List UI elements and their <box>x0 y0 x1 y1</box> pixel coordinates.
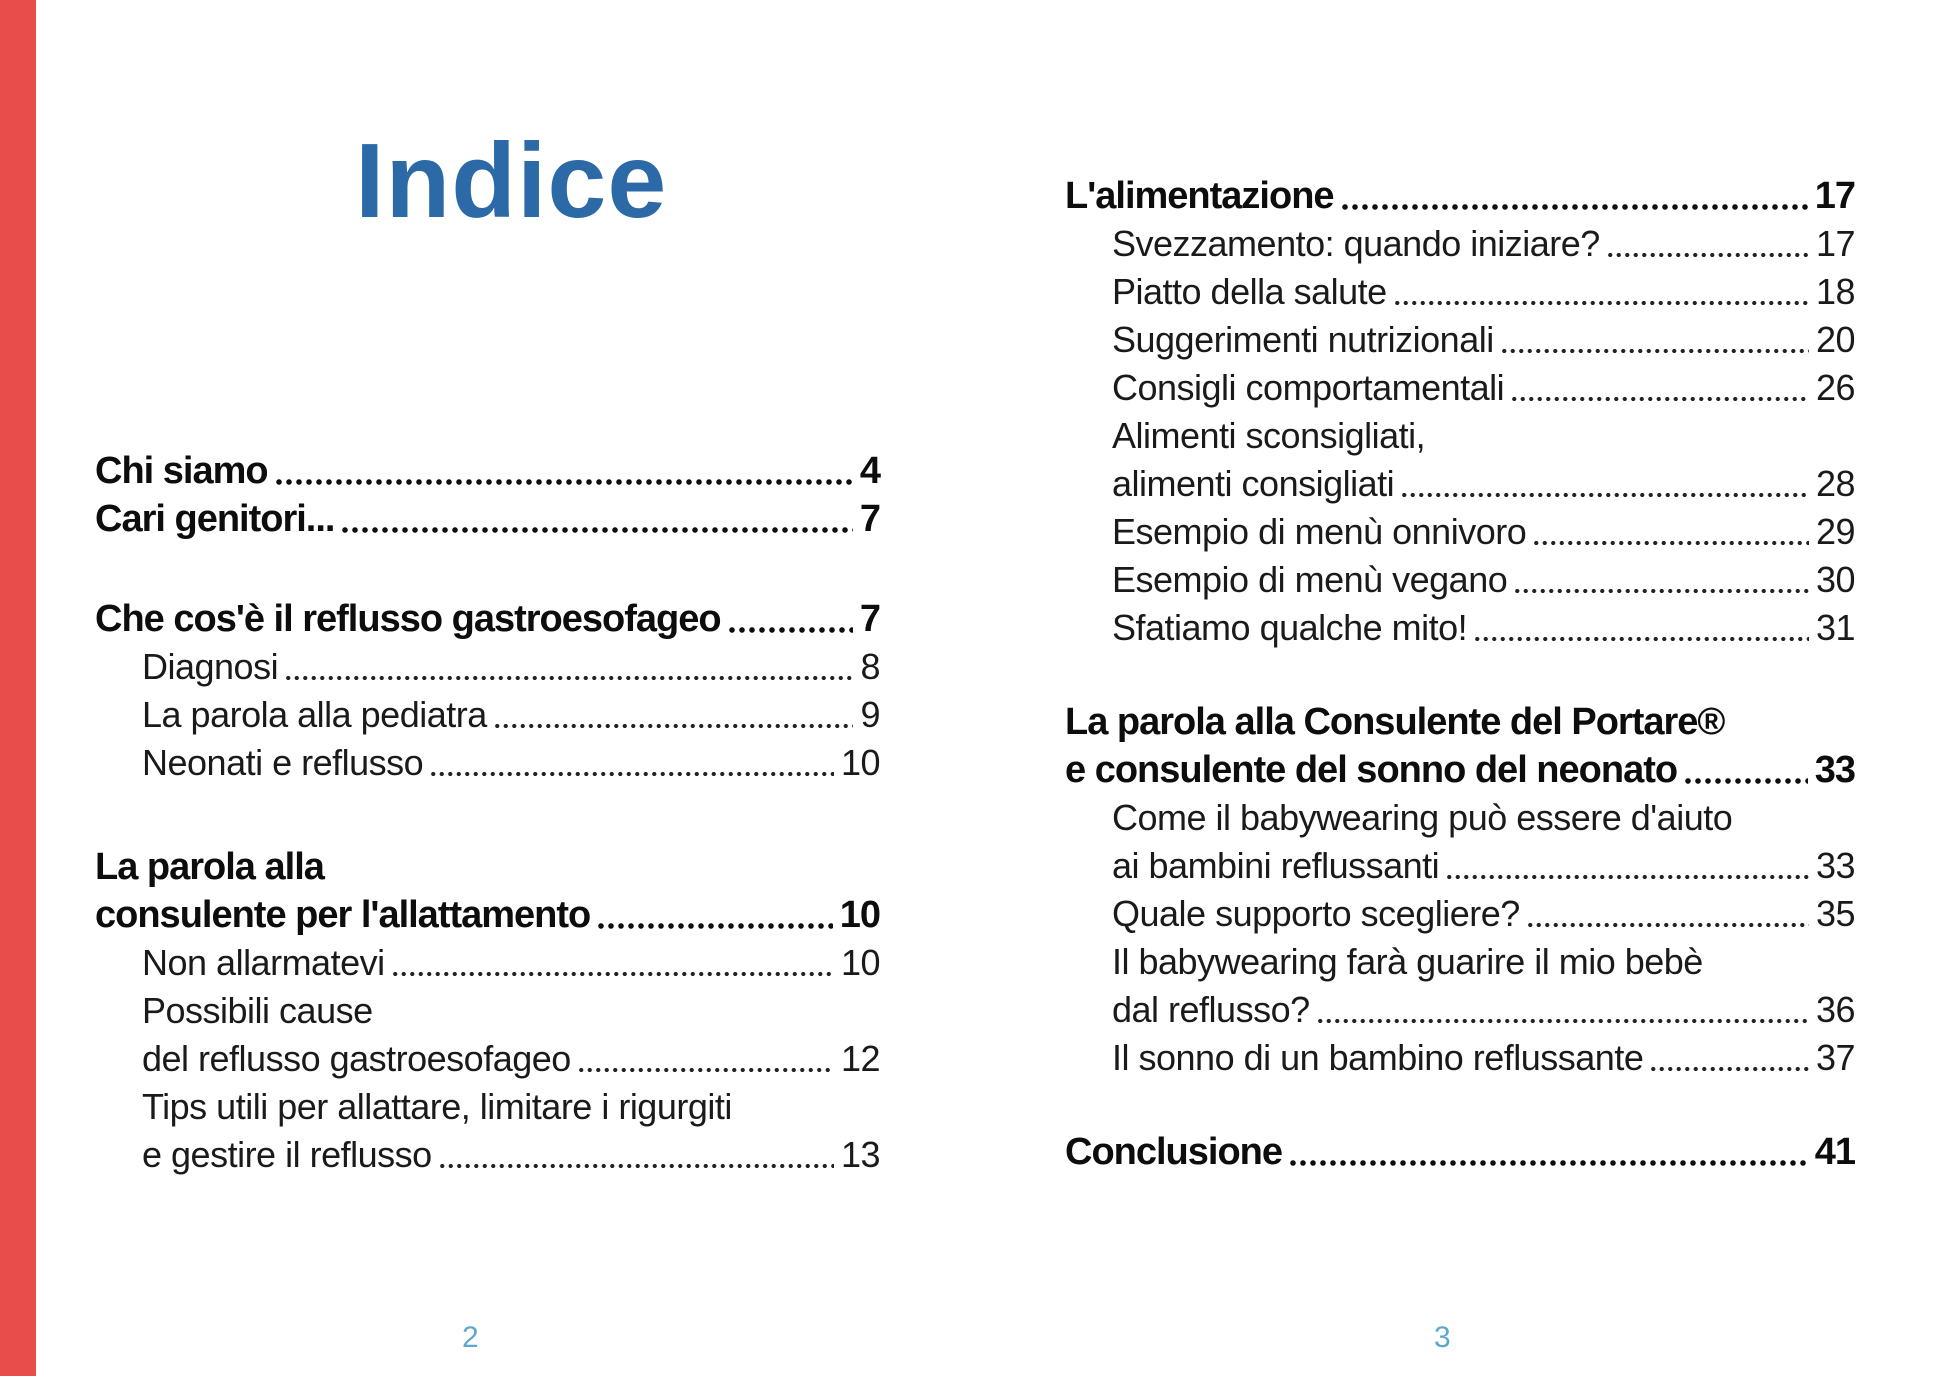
dot-leader <box>1340 201 1808 213</box>
toc-line <box>1065 938 1855 986</box>
dot-leader <box>1510 393 1809 405</box>
page-spine-red-strip <box>0 0 36 1376</box>
toc-entry-label: e consulente del sonno del neonato <box>1065 749 1678 791</box>
toc-line <box>1065 508 1855 556</box>
toc-left-column <box>95 447 880 1179</box>
dot-leader <box>1532 537 1809 549</box>
toc-page-number: 20 <box>1815 319 1855 360</box>
toc-line <box>95 1083 880 1131</box>
toc-line <box>1065 268 1855 316</box>
toc-line <box>1065 604 1855 652</box>
toc-page-number: 7 <box>859 598 880 640</box>
toc-entry-label: consulente per l'allattamento <box>95 894 591 936</box>
toc-page-number: 28 <box>1815 463 1855 504</box>
toc-page-number: 4 <box>859 450 880 492</box>
toc-entry-label: La parola alla pediatra <box>142 694 487 735</box>
toc-line <box>1065 1034 1855 1082</box>
page-title: Indice <box>355 122 668 240</box>
toc-page-number: 26 <box>1815 367 1855 408</box>
toc-line <box>1065 794 1855 842</box>
toc-line <box>1065 460 1855 508</box>
dot-leader <box>1683 775 1808 787</box>
toc-entry-label: Come il babywearing può essere d'aiuto <box>1112 797 1733 838</box>
toc-page-number: 10 <box>840 742 880 783</box>
toc-entry-label: Piatto della salute <box>1112 271 1387 312</box>
toc-page-number: 35 <box>1815 893 1855 934</box>
dot-leader <box>340 524 852 536</box>
toc-page-number: 31 <box>1815 607 1855 648</box>
toc-line <box>95 843 880 891</box>
toc-page-number: 29 <box>1815 511 1855 552</box>
toc-line <box>95 1131 880 1179</box>
toc-entry-label: Svezzamento: quando iniziare? <box>1112 223 1600 264</box>
toc-line <box>1065 890 1855 938</box>
toc-entry-label: Esempio di menù vegano <box>1112 559 1508 600</box>
toc-page-number: 10 <box>840 942 880 983</box>
toc-entry-label: del reflusso gastroesofageo <box>142 1038 571 1079</box>
toc-line <box>1065 842 1855 890</box>
toc-entry-label: L'alimentazione <box>1065 175 1334 217</box>
toc-page-number: 10 <box>839 894 880 936</box>
dot-leader <box>1288 1157 1808 1169</box>
toc-group <box>1065 1128 1855 1176</box>
toc-entry-label: ai bambini reflussanti <box>1112 845 1440 886</box>
dot-leader <box>1500 345 1809 357</box>
toc-page-number: 13 <box>840 1134 880 1175</box>
toc-page-number: 41 <box>1814 1131 1855 1173</box>
toc-line <box>1065 316 1855 364</box>
toc-entry-label: Diagnosi <box>142 646 279 687</box>
dot-leader <box>438 1160 834 1172</box>
toc-line <box>95 891 880 939</box>
toc-entry-label: Alimenti sconsigliati, <box>1112 415 1426 456</box>
toc-entry-label: Tips utili per allattare, limitare i rigurgiti <box>142 1086 732 1127</box>
toc-entry-label: Neonati e reflusso <box>142 742 424 783</box>
toc-group <box>95 447 880 543</box>
toc-entry-label: Non allarmatevi <box>142 942 385 983</box>
toc-entry-label: Conclusione <box>1065 1131 1283 1173</box>
toc-group <box>95 595 880 787</box>
dot-leader <box>284 672 853 684</box>
toc-entry-label: Cari genitori... <box>95 498 335 540</box>
toc-entry-label: Che cos'è il reflusso gastroesofageo <box>95 598 721 640</box>
toc-page-number: 17 <box>1814 175 1855 217</box>
toc-page-number: 8 <box>860 646 880 687</box>
toc-right-column <box>1065 172 1855 1176</box>
footer-page-number-right: 3 <box>1434 1321 1451 1354</box>
toc-page-number: 18 <box>1815 271 1855 312</box>
toc-line <box>1065 746 1855 794</box>
toc-page-number: 37 <box>1815 1037 1855 1078</box>
dot-leader <box>1316 1015 1809 1027</box>
toc-entry-label: La parola alla Consulente del Portare® <box>1065 701 1725 743</box>
toc-page-number: 17 <box>1815 223 1855 264</box>
toc-line <box>1065 556 1855 604</box>
toc-page-number: 12 <box>840 1038 880 1079</box>
dot-leader <box>274 476 853 488</box>
toc-page-number: 36 <box>1815 989 1855 1030</box>
toc-line <box>95 447 880 495</box>
toc-line <box>95 939 880 987</box>
toc-entry-label: e gestire il reflusso <box>142 1134 432 1175</box>
toc-line <box>1065 1128 1855 1176</box>
toc-line <box>1065 698 1855 746</box>
toc-line <box>95 595 880 643</box>
toc-entry-label: Il babywearing farà guarire il mio bebè <box>1112 941 1703 982</box>
dot-leader <box>577 1064 834 1076</box>
toc-group <box>95 843 880 1179</box>
dot-leader <box>727 624 853 636</box>
toc-page-number: 30 <box>1815 559 1855 600</box>
dot-leader <box>493 720 854 732</box>
dot-leader <box>1526 919 1809 931</box>
toc-line <box>95 691 880 739</box>
toc-line <box>95 739 880 787</box>
dot-leader <box>1400 489 1809 501</box>
toc-page-number: 9 <box>860 694 880 735</box>
toc-entry-label: Chi siamo <box>95 450 268 492</box>
toc-line <box>1065 412 1855 460</box>
toc-entry-label: alimenti consigliati <box>1112 463 1395 504</box>
toc-entry-label: Suggerimenti nutrizionali <box>1112 319 1494 360</box>
toc-entry-label: Quale supporto scegliere? <box>1112 893 1520 934</box>
toc-entry-label: Esempio di menù onnivoro <box>1112 511 1527 552</box>
toc-line <box>95 643 880 691</box>
toc-line <box>1065 364 1855 412</box>
toc-line <box>1065 220 1855 268</box>
toc-line <box>95 987 880 1035</box>
toc-page-number: 33 <box>1814 749 1855 791</box>
toc-group <box>1065 698 1855 1082</box>
toc-line <box>95 495 880 543</box>
dot-leader <box>429 768 834 780</box>
dot-leader <box>1606 249 1809 261</box>
toc-line <box>1065 986 1855 1034</box>
dot-leader <box>596 920 832 932</box>
toc-entry-label: Il sonno di un bambino reflussante <box>1112 1037 1644 1078</box>
toc-entry-label: La parola alla <box>95 846 324 888</box>
dot-leader <box>391 968 834 980</box>
toc-page-number: 7 <box>859 498 880 540</box>
footer-page-number-left: 2 <box>462 1321 479 1354</box>
toc-entry-label: Possibili cause <box>142 990 373 1031</box>
dot-leader <box>1445 871 1809 883</box>
toc-line <box>95 1035 880 1083</box>
dot-leader <box>1473 633 1809 645</box>
toc-line <box>1065 172 1855 220</box>
toc-page-number: 33 <box>1815 845 1855 886</box>
toc-entry-label: Consigli comportamentali <box>1112 367 1505 408</box>
toc-entry-label: dal reflusso? <box>1112 989 1310 1030</box>
dot-leader <box>1393 297 1809 309</box>
dot-leader <box>1513 585 1809 597</box>
toc-group <box>1065 172 1855 652</box>
dot-leader <box>1649 1063 1809 1075</box>
toc-entry-label: Sfatiamo qualche mito! <box>1112 607 1468 648</box>
